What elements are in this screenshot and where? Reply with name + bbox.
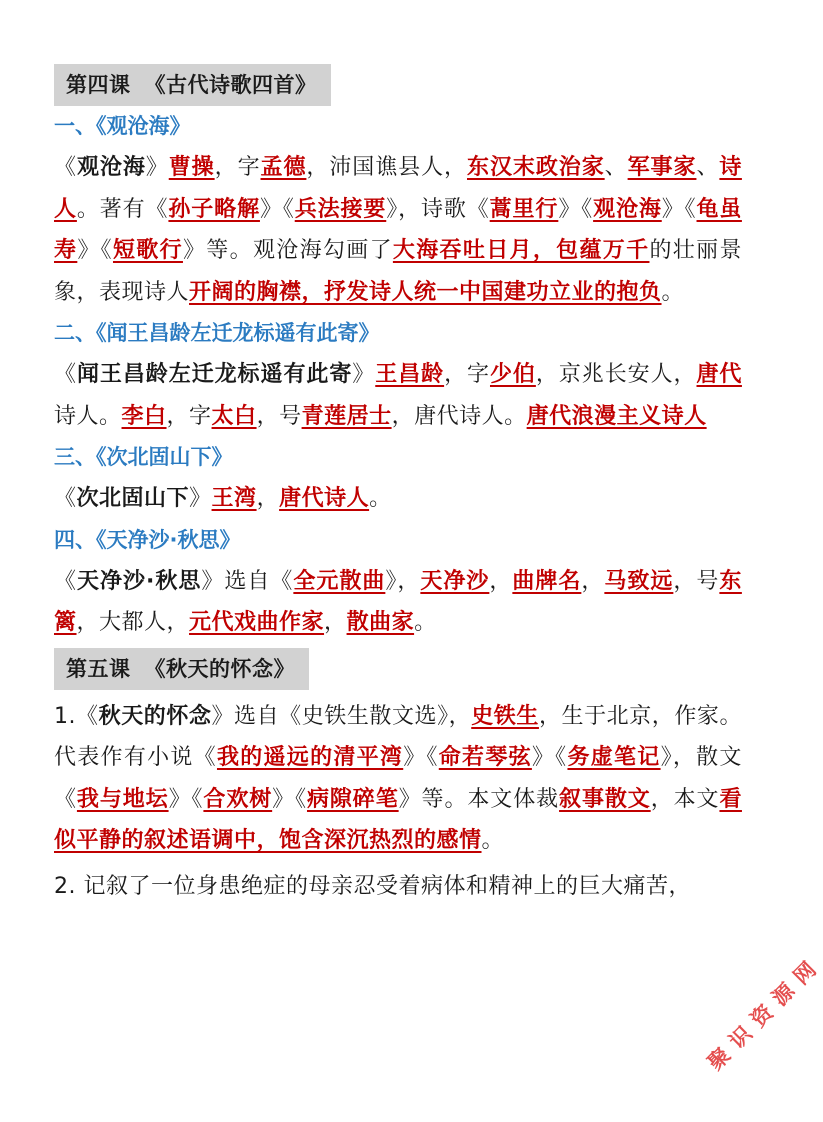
paragraph-wenwangchangling: 《闻王昌龄左迁龙标遥有此寄》王昌龄，字少伯，京兆长安人，唐代诗人。李白，字太白，号青莲居士，唐代诗人。唐代浪漫主义诗人 [54,362,742,429]
lesson-4-title: 第四课 [66,73,131,97]
section-heading: 四、《天净沙·秋思》 [54,527,241,552]
paragraph-tianjingsha: 《天净沙·秋思》选自《全元散曲》，天净沙，曲牌名，马致远，号东篱，大都人，元代戏曲作家，散曲家。 [54,568,742,635]
watermark: 聚 识 资 源 网 [703,956,822,1075]
section-heading: 一、《观沧海》 [54,114,191,138]
paragraph-guancanghai: 《观沧海》曹操，字孟德，沛国谯县人，东汉末政治家、军事家、诗人。著有《孙子略解》《兵法接要》，诗歌《蒿里行》《观沧海》《龟虽寿》《短歌行》等。观沧海勾画了大海吞吐日月，包蕴万千的壮丽景象，表现诗人开阔的胸襟，抒发诗人统一中国建功立业的抱负。 [54,155,742,305]
section-heading: 二、《闻王昌龄左迁龙标遥有此寄》 [54,321,380,345]
paragraph-qiutian-1: 1.《秋天的怀念》选自《史铁生散文选》，史铁生，生于北京，作家。代表作有小说《我的遥远的清平湾》《命若琴弦》《务虚笔记》，散文《我与地坛》《合欢树》《病隙碎笔》等。本文体裁叙事散文，本文看似平静的叙述语调中，饱含深沉热烈的感情。 [54,703,742,853]
lesson-4-subtitle: 《古代诗歌四首》 [144,73,317,97]
lesson-5-title: 第五课 [66,656,131,681]
page-content [54,64,742,907]
section-heading: 三、《次北固山下》 [54,445,233,469]
lesson-5-subtitle: 《秋天的怀念》 [144,656,295,681]
paragraph-cibeigushan: 《次北固山下》王湾，唐代诗人。 [54,486,392,511]
paragraph-qiutian-2: 2. 记叙了一位身患绝症的母亲忍受着病体和精神上的巨大痛苦， [54,873,691,899]
lesson-5-title-box [54,648,309,690]
lesson-4-title-box [54,64,331,106]
